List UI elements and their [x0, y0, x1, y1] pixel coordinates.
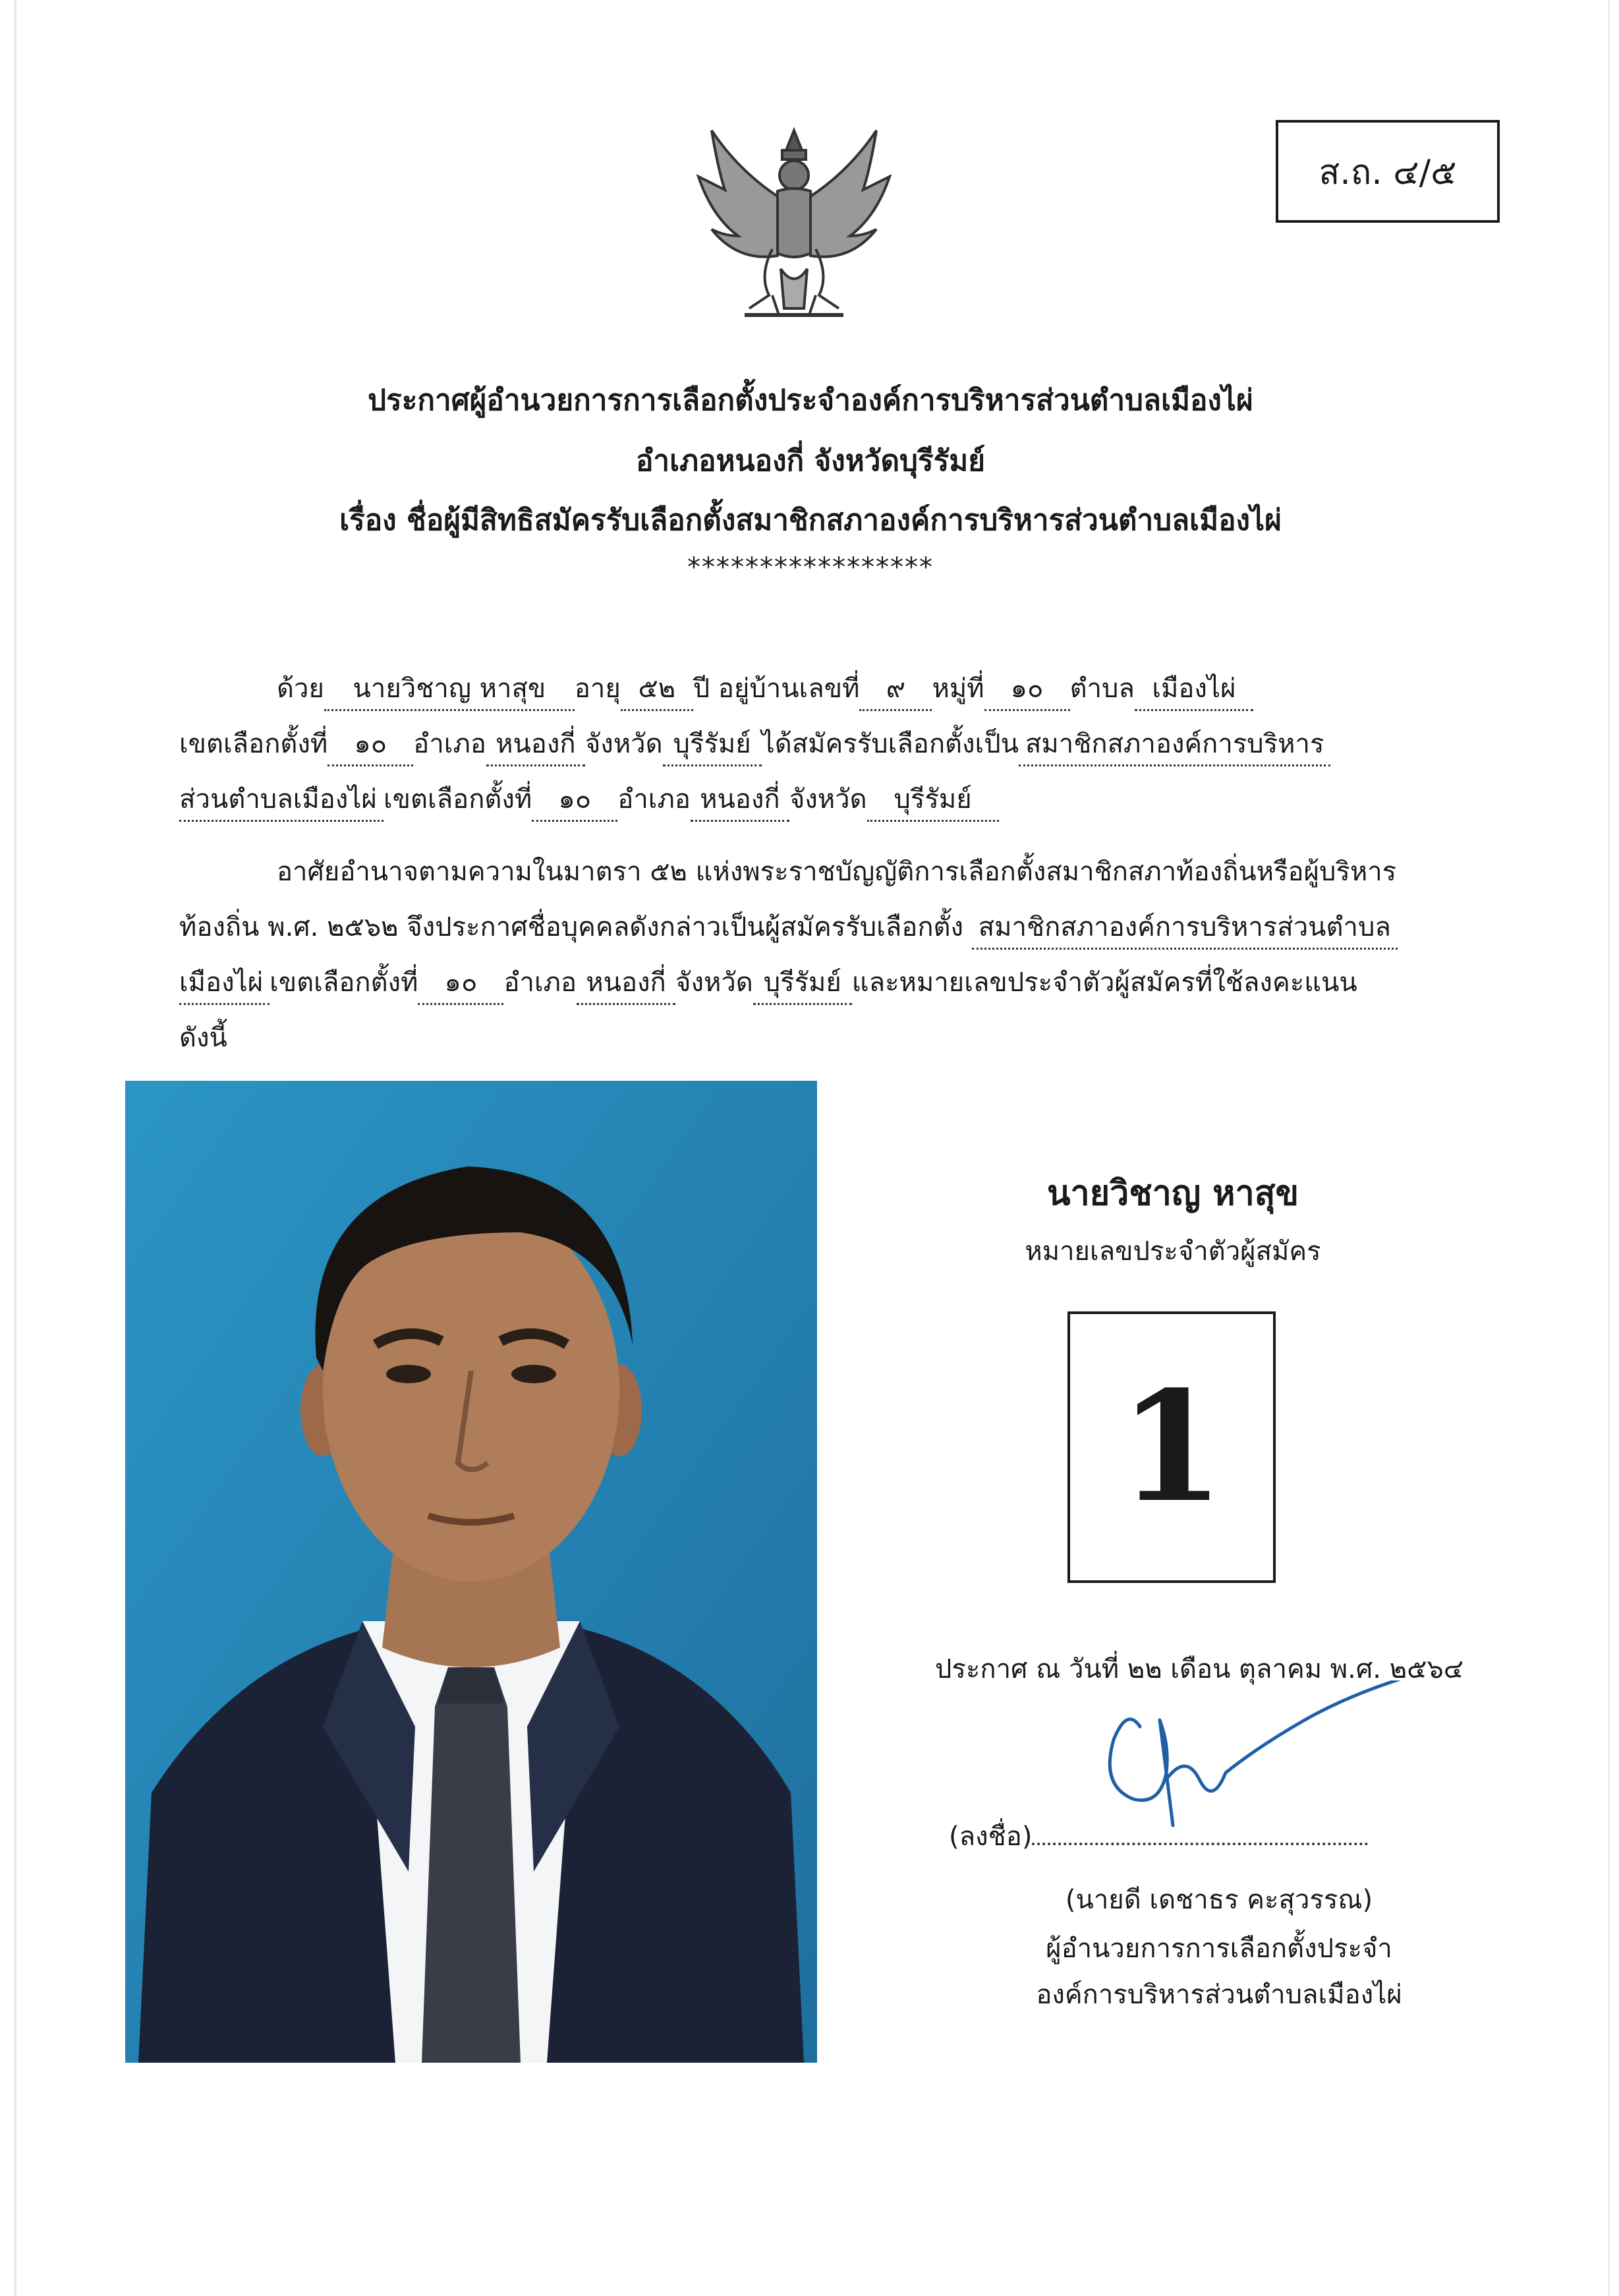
- candidate-photo: [125, 1081, 817, 2063]
- form-code-box: [1276, 120, 1500, 223]
- title-separator: *****************: [687, 552, 934, 583]
- signer-name: (นายดี เดชาธร คะสุวรรณ): [1065, 1885, 1373, 1915]
- candidate-name-field: นายวิชาญ หาสุข: [324, 667, 575, 711]
- amphoe-field-3: หนองกี่: [577, 961, 675, 1005]
- para1-line2: เขตเลือกตั้งที่ ๑๐ อำเภอ หนองกี่ จังหวัด บุรีรัมย์ ได้สมัครรับเลือกตั้งเป็น สมาชิกสภาองค์การบริหาร: [179, 722, 1330, 766]
- candidate-number-label: หมายเลขประจำตัวผู้สมัคร: [1025, 1236, 1321, 1267]
- position-field-3-cont: เมืองไผ่: [179, 961, 270, 1005]
- announcement-title-line2: อำเภอหนองกี่ จังหวัดบุรีรัมย์: [635, 444, 986, 478]
- signer-position-line2: องค์การบริหารส่วนตำบลเมืองไผ่: [1036, 1980, 1402, 2010]
- tambon-field: เมืองไผ่: [1135, 667, 1253, 711]
- para2-line1: อาศัยอำนาจตามความในมาตรา ๕๒ แห่งพระราชบัญญัติการเลือกตั้งสมาชิกสภาท้องถิ่นหรือผู้บริหาร: [277, 857, 1397, 887]
- position-field: สมาชิกสภาองค์การบริหาร: [1019, 722, 1331, 766]
- scan-edge-right: [1608, 0, 1610, 2296]
- para2-line2: ท้องถิ่น พ.ศ. ๒๕๖๒ จึงประกาศชื่อบุคคลดังกล่าวเป็นผู้สมัครรับเลือกตั้ง สมาชิกสภาองค์การบริหารส่วนตำบล: [179, 905, 1398, 950]
- amphoe-field: หนองกี่: [486, 722, 585, 766]
- zone-field: ๑๐: [327, 722, 413, 766]
- signer-position-line1: ผู้อำนวยการการเลือกตั้งประจำ: [1046, 1934, 1392, 1964]
- zone-field-3: ๑๐: [418, 961, 503, 1005]
- candidate-name: นายวิชาญ หาสุข: [1046, 1174, 1299, 1213]
- form-code: ส.ถ. ๔/๕: [1319, 152, 1457, 192]
- garuda-emblem-icon: [692, 117, 896, 341]
- para2-line3: เมืองไผ่ เขตเลือกตั้งที่ ๑๐ อำเภอ หนองกี่ จังหวัด บุรีรัมย์ และหมายเลขประจำตัวผู้สมัครที่ใช้ลงคะแนน: [179, 961, 1357, 1005]
- house-number-field: ๙: [859, 667, 932, 711]
- position-field-cont: ส่วนตำบลเมืองไผ่: [179, 778, 383, 822]
- position-field-3: สมาชิกสภาองค์การบริหารส่วนตำบล: [972, 905, 1398, 950]
- province-field-3: บุรีรัมย์: [753, 961, 852, 1005]
- amphoe-field-2: หนองกี่: [691, 778, 789, 822]
- scan-edge-left: [14, 0, 16, 2296]
- zone-field-2: ๑๐: [532, 778, 617, 822]
- handwritten-signature: [1087, 1680, 1430, 1845]
- sign-prefix: (ลงชื่อ): [949, 1822, 1033, 1852]
- moo-field: ๑๐: [984, 667, 1070, 711]
- para1-line1: ด้วย นายวิชาญ หาสุข อายุ ๕๒ ปี อยู่บ้านเลขที่ ๙ หมู่ที่ ๑๐ ตำบล เมืองไผ่: [277, 667, 1253, 711]
- province-field-2: บุรีรัมย์: [867, 778, 999, 822]
- province-field: บุรีรัมย์: [663, 722, 762, 766]
- announcement-date: ประกาศ ณ วันที่ ๒๒ เดือน ตุลาคม พ.ศ. ๒๕๖๔: [934, 1654, 1464, 1684]
- candidate-number: 1: [1118, 1358, 1225, 1536]
- para2-line4: ดังนี้: [179, 1023, 227, 1053]
- para1-line3: ส่วนตำบลเมืองไผ่ เขตเลือกตั้งที่ ๑๐ อำเภอ หนองกี่ จังหวัด บุรีรัมย์: [179, 778, 999, 822]
- announcement-title-line1: ประกาศผู้อำนวยการการเลือกตั้งประจำองค์การบริหารส่วนตำบลเมืองไผ่: [368, 384, 1253, 417]
- announcement-subject: เรื่อง ชื่อผู้มีสิทธิสมัครรับเลือกตั้งสมาชิกสภาองค์การบริหารส่วนตำบลเมืองไผ่: [339, 503, 1282, 537]
- age-field: ๕๒: [621, 667, 693, 711]
- candidate-number-box: [1067, 1311, 1276, 1583]
